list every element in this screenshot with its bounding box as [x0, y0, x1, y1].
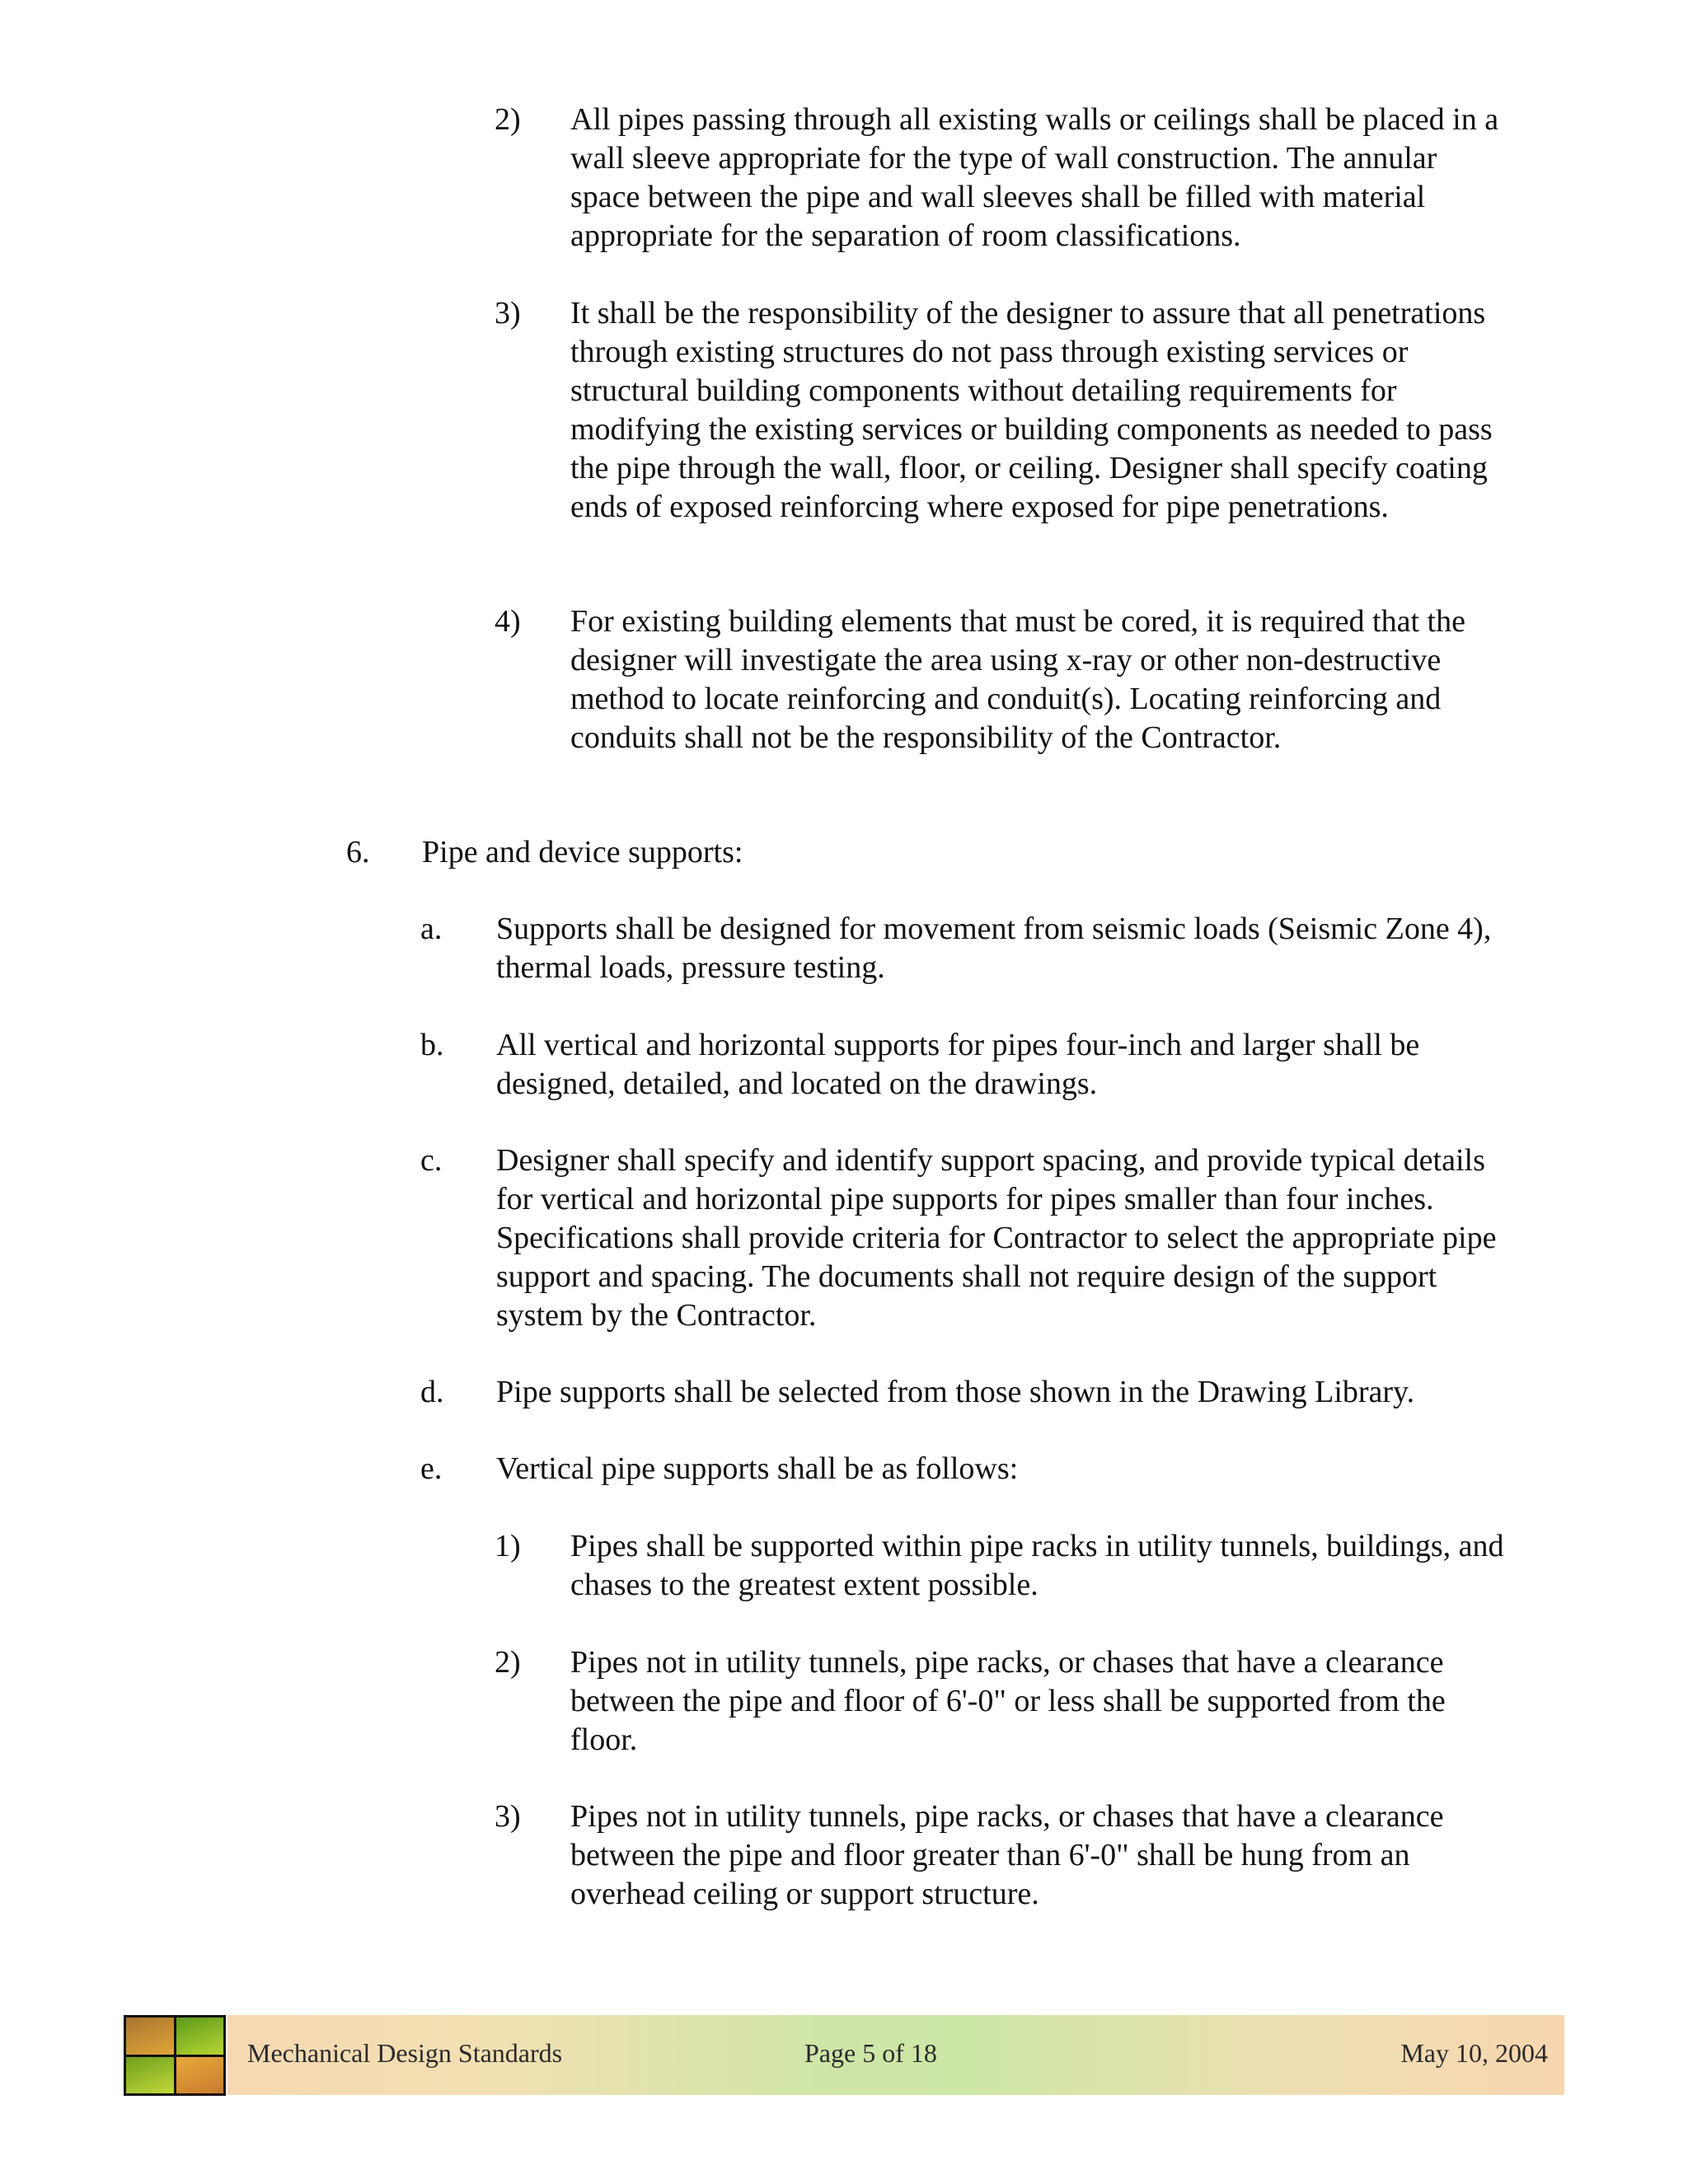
- item-text: All pipes passing through all existing walls or ceilings shall be placed in a wall sleeve appropriate for the type of wall construction. The annular space between the pipe and wall sleeves shall be filled with material appropriate for the separation of room classifications.: [570, 102, 1499, 253]
- item-text: Designer shall specify and identify support spacing, and provide typical details for vertical and horizontal pipe supports for pipes smaller than four inches. Specifications shall provide criteria for Contractor to select the appropriate pipe support and spacing. The documents shall not require design of the support system by the Contractor.: [496, 1143, 1497, 1333]
- list-item: [420, 1141, 1508, 1335]
- item-text: All vertical and horizontal supports for pipes four-inch and larger shall be designed, detailed, and located on the drawings.: [496, 1028, 1420, 1101]
- item-text: It shall be the responsibility of the designer to assure that all penetrations through existing structures do not pass through existing services or structural building components without detailing requirements for modifying the existing services or building components as needed to pass the pipe through the wall, floor, or ceiling. Designer shall specify coating ends of exposed reinforcing where exposed for pipe penetrations.: [570, 296, 1493, 524]
- item-number: 3): [495, 296, 521, 330]
- footer-title: Mechanical Design Standards: [247, 2038, 563, 2068]
- list-item: [495, 294, 1508, 527]
- item-number: 1): [495, 1529, 521, 1563]
- footer-page-number: Page 5 of 18: [804, 2038, 937, 2068]
- item-text: For existing building elements that must be cored, it is required that the designer will investigate the area using x-ray or other non-destructive method to locate reinforcing and conduit(s). Locating reinforcing and conduits shall not be the responsibility of the Contractor.: [570, 604, 1465, 755]
- list-item: [495, 101, 1508, 255]
- item-number: 3): [495, 1799, 521, 1834]
- item-text: Pipe supports shall be selected from those shown in the Drawing Library.: [496, 1375, 1415, 1409]
- item-text: Pipe and device supports:: [422, 835, 743, 869]
- logo-icon: [124, 2015, 226, 2096]
- list-item: [420, 1373, 1508, 1412]
- item-letter: b.: [420, 1028, 444, 1062]
- item-letter: d.: [420, 1375, 444, 1409]
- list-item: [495, 1643, 1508, 1760]
- page-footer: [124, 2015, 1564, 2095]
- list-item: [420, 910, 1508, 987]
- item-text: Pipes not in utility tunnels, pipe racks, or chases that have a clearance between the pipe and floor greater than 6'-0" shall be hung from an overhead ceiling or support structure.: [570, 1799, 1444, 1911]
- list-item: [495, 602, 1508, 757]
- item-text: Vertical pipe supports shall be as follows:: [496, 1451, 1019, 1486]
- item-text: Pipes not in utility tunnels, pipe racks, or chases that have a clearance between the pipe and floor of 6'-0" or less shall be supported from the floor.: [570, 1645, 1446, 1757]
- item-number: 4): [495, 604, 521, 639]
- list-item: [420, 1026, 1508, 1104]
- list-item: [495, 1527, 1508, 1605]
- item-number: 2): [495, 102, 521, 137]
- list-item: [346, 833, 1500, 872]
- list-item: [495, 1797, 1508, 1914]
- item-number: 2): [495, 1645, 521, 1680]
- item-text: Supports shall be designed for movement from seismic loads (Seismic Zone 4), thermal loads, pressure testing.: [496, 912, 1492, 985]
- footer-date: May 10, 2004: [1400, 2038, 1548, 2068]
- footer-band: [227, 2015, 1564, 2095]
- item-letter: c.: [420, 1143, 443, 1178]
- list-item: [420, 1450, 1508, 1488]
- item-number: 6.: [346, 835, 370, 869]
- item-text: Pipes shall be supported within pipe racks in utility tunnels, buildings, and chases to the greatest extent possible.: [570, 1529, 1504, 1602]
- item-letter: a.: [420, 912, 443, 946]
- item-letter: e.: [420, 1451, 443, 1486]
